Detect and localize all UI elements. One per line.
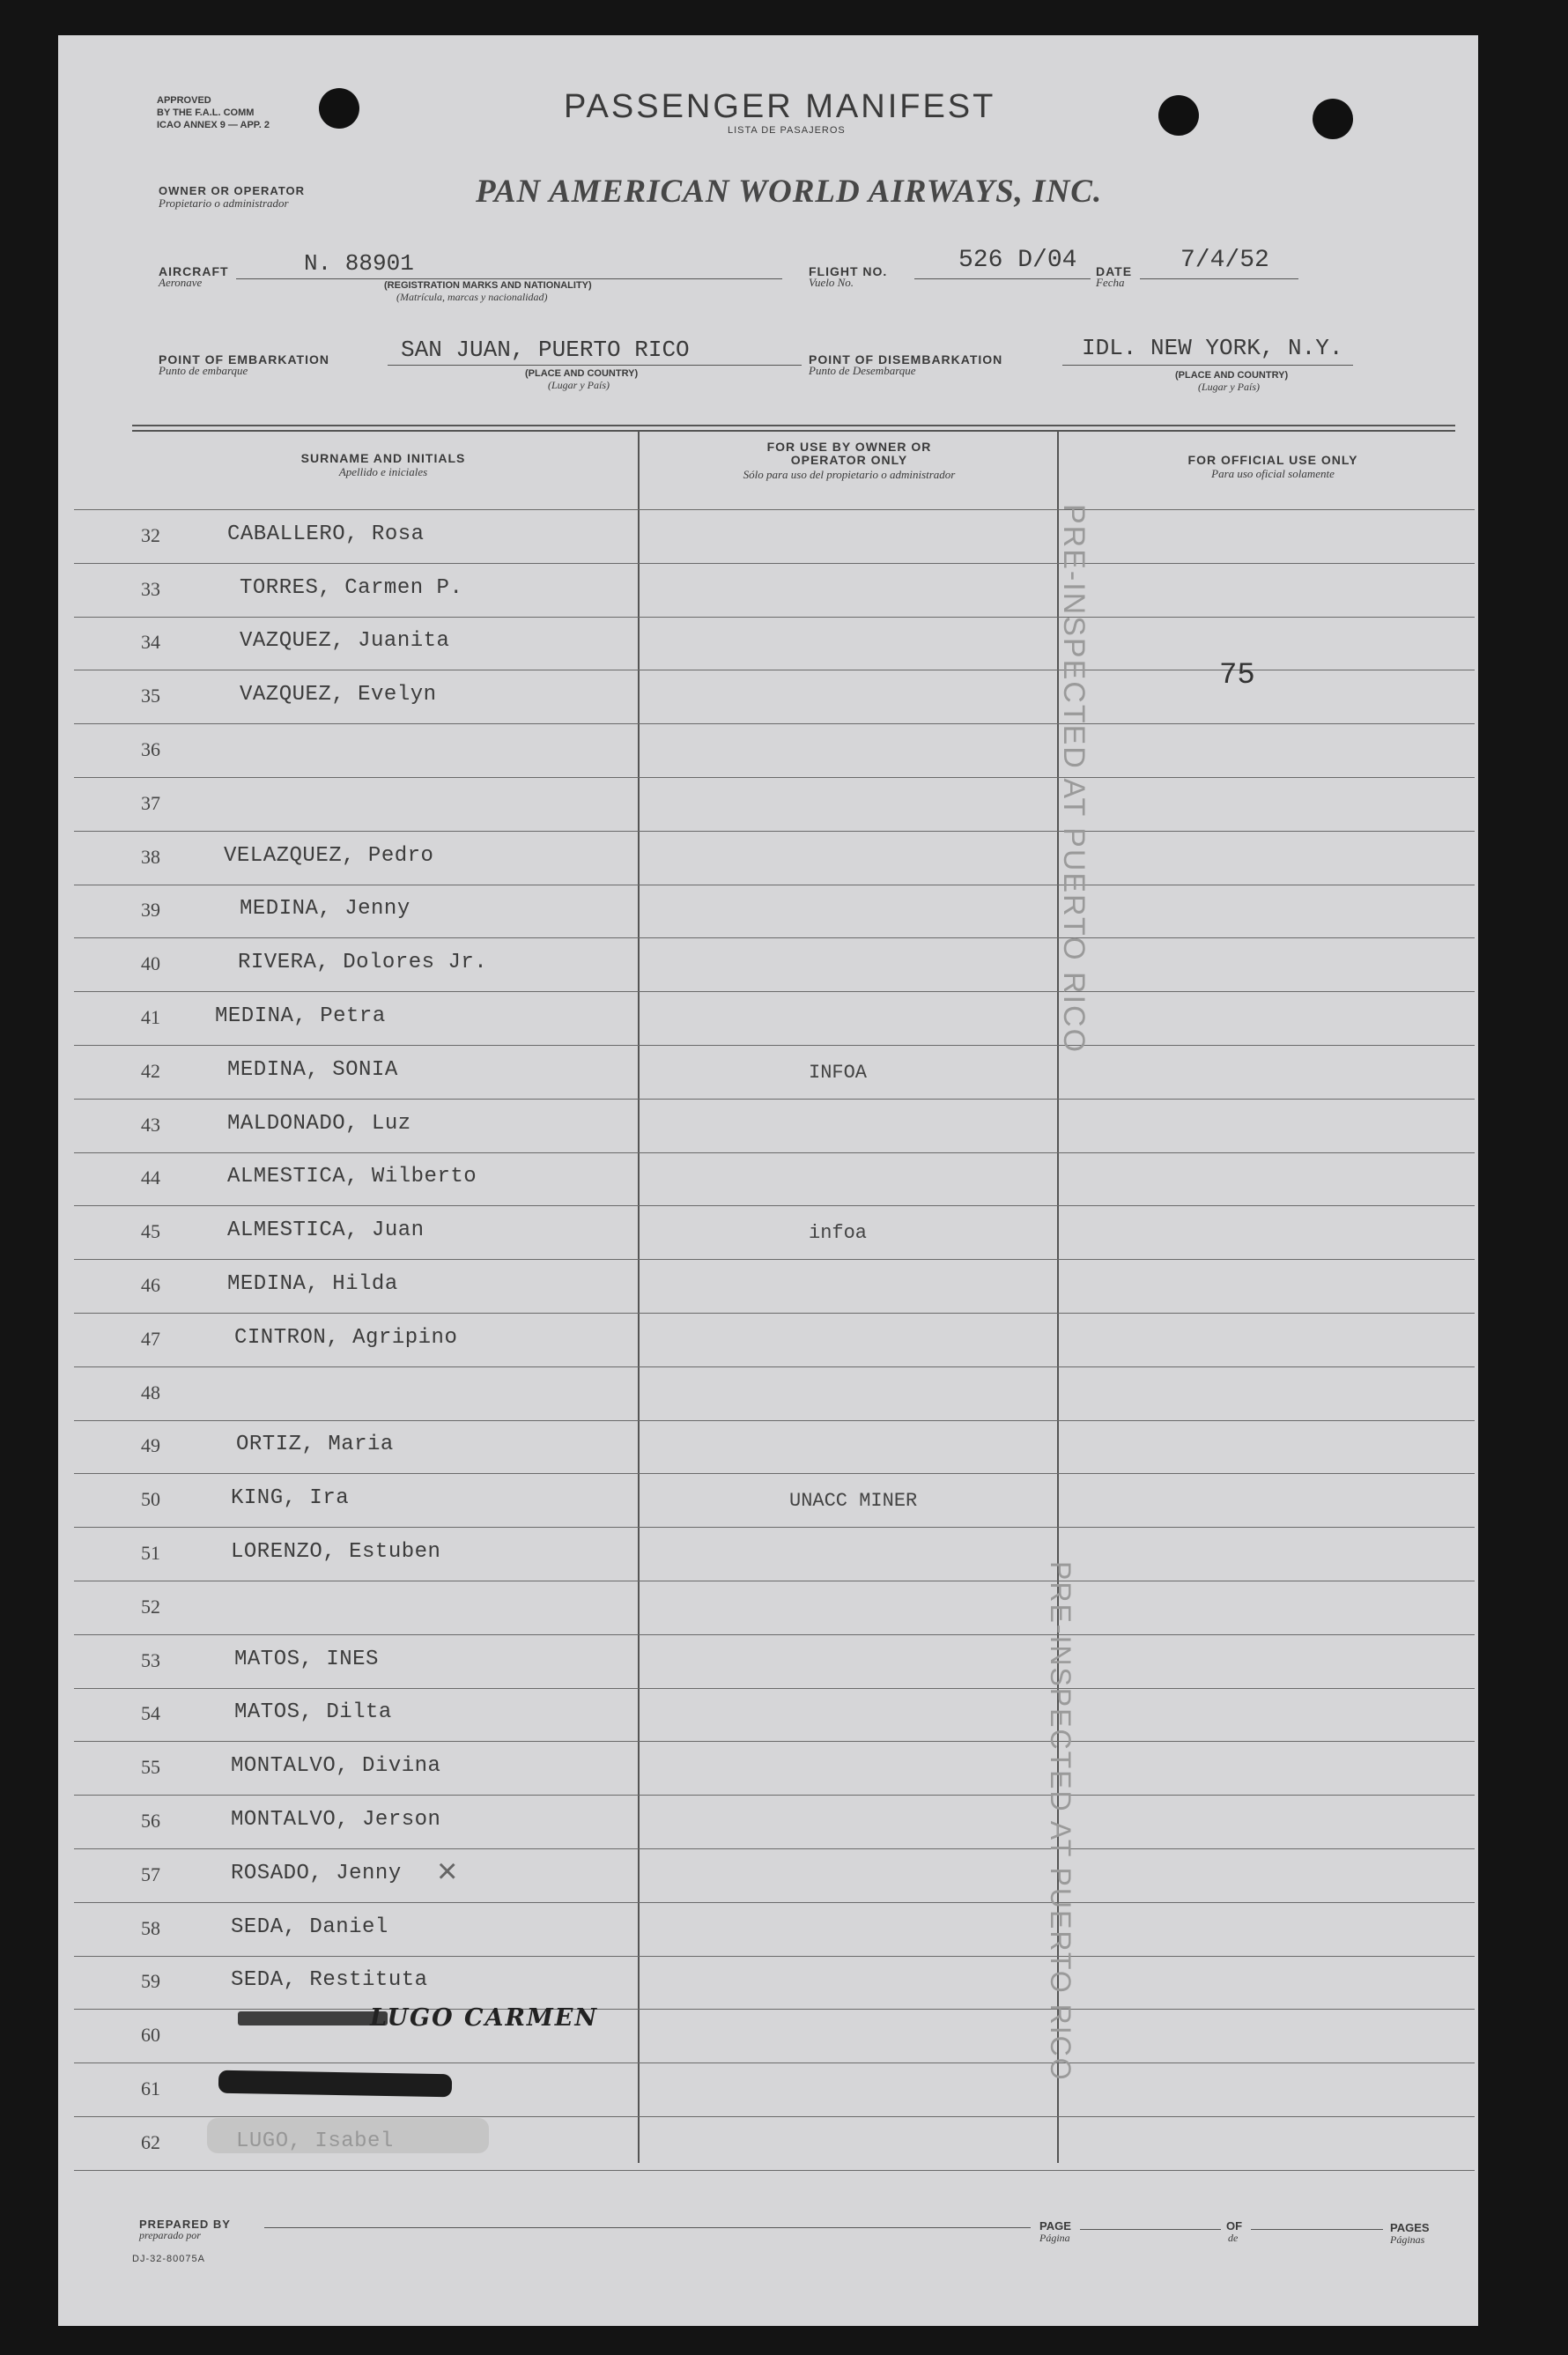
page-label-es: Página bbox=[1039, 2232, 1070, 2244]
registration-note: (REGISTRATION MARKS AND NATIONALITY) bbox=[384, 280, 592, 291]
row-rule bbox=[74, 2170, 1475, 2171]
row-number: 50 bbox=[141, 1488, 160, 1511]
punch-hole bbox=[1313, 99, 1353, 139]
passenger-name: VELAZQUEZ, Pedro bbox=[224, 843, 434, 868]
punch-hole bbox=[1158, 95, 1199, 136]
passenger-name: MATOS, Dilta bbox=[234, 1700, 392, 1725]
passenger-name: ALMESTICA, Wilberto bbox=[227, 1165, 477, 1189]
pages-label: PAGES bbox=[1390, 2221, 1430, 2234]
row-rule bbox=[74, 1741, 1475, 1742]
prepared-label: PREPARED BY bbox=[139, 2218, 231, 2231]
row-rule bbox=[74, 1099, 1475, 1100]
passenger-name: MEDINA, Petra bbox=[215, 1004, 386, 1028]
pre-inspected-stamp: PRE-INSPECTED AT PUERTO RICO bbox=[1045, 1561, 1076, 2082]
row-number: 60 bbox=[141, 2024, 160, 2047]
row-number: 46 bbox=[141, 1274, 160, 1296]
row-number: 48 bbox=[141, 1381, 160, 1403]
row-rule bbox=[74, 1848, 1475, 1849]
row-number: 59 bbox=[141, 1970, 160, 1993]
form-number: DJ-32-80075A bbox=[132, 2254, 205, 2264]
passenger-name: MEDINA, Hilda bbox=[227, 1272, 398, 1296]
approved-line-1: APPROVED bbox=[157, 95, 211, 106]
page-underline bbox=[1080, 2229, 1221, 2230]
column-header-official-es: Para uso oficial solamente bbox=[1211, 467, 1335, 480]
row-number: 56 bbox=[141, 1810, 160, 1832]
row-number: 43 bbox=[141, 1113, 160, 1136]
row-remark: infoa bbox=[809, 1222, 868, 1245]
embark-value: SAN JUAN, PUERTO RICO bbox=[401, 337, 690, 363]
row-number: 55 bbox=[141, 1756, 160, 1779]
row-number: 37 bbox=[141, 791, 160, 814]
row-rule bbox=[74, 1045, 1475, 1046]
row-rule bbox=[74, 1366, 1475, 1367]
owner-label-es: Propietario o administrador bbox=[159, 196, 289, 210]
row-rule bbox=[74, 1259, 1475, 1260]
row-rule bbox=[74, 1420, 1475, 1421]
column-header-surname-es: Apellido e iniciales bbox=[338, 465, 428, 478]
passenger-name: LORENZO, Estuben bbox=[231, 1540, 441, 1564]
date-label-es: Fecha bbox=[1096, 276, 1125, 289]
embark-label: POINT OF EMBARKATION bbox=[159, 352, 329, 367]
flight-label-es: Vuelo No. bbox=[809, 276, 854, 289]
passenger-name: CINTRON, Agripino bbox=[234, 1325, 458, 1350]
row-number: 39 bbox=[141, 899, 160, 922]
row-rule bbox=[74, 831, 1475, 832]
row-rule bbox=[74, 2062, 1475, 2063]
table-top-rule-2 bbox=[132, 430, 1455, 432]
row-rule bbox=[74, 617, 1475, 618]
row-number: 45 bbox=[141, 1220, 160, 1243]
x-mark: × bbox=[437, 1852, 458, 1891]
row-rule bbox=[74, 1473, 1475, 1474]
row-rule bbox=[74, 1205, 1475, 1206]
official-count: 75 bbox=[1219, 659, 1255, 692]
aircraft-label: AIRCRAFT bbox=[159, 264, 229, 278]
embark-label-es: Punto de embarque bbox=[159, 364, 248, 377]
passenger-name: ALMESTICA, Juan bbox=[227, 1218, 425, 1243]
approved-line-3: ICAO ANNEX 9 — APP. 2 bbox=[157, 120, 270, 130]
row-rule bbox=[74, 563, 1475, 564]
flight-label: FLIGHT NO. bbox=[809, 264, 888, 278]
row-number: 52 bbox=[141, 1595, 160, 1618]
page-title: PASSENGER MANIFEST bbox=[564, 88, 996, 125]
row-number: 35 bbox=[141, 685, 160, 707]
passenger-name: KING, Ira bbox=[231, 1486, 350, 1511]
row-rule bbox=[74, 1527, 1475, 1528]
aircraft-value: N. 88901 bbox=[304, 250, 414, 277]
page-label: PAGE bbox=[1039, 2219, 1071, 2233]
disembark-underline bbox=[1062, 365, 1353, 366]
row-number: 58 bbox=[141, 1916, 160, 1939]
column-header-owner-use-es: Sólo para uso del propietario o administrador bbox=[743, 468, 956, 481]
row-remark: UNACC MINER bbox=[789, 1490, 918, 1513]
pre-inspected-stamp: PRE-INSPECTED AT PUERTO RICO bbox=[1057, 504, 1091, 1055]
row-rule bbox=[74, 1152, 1475, 1153]
passenger-name: ORTIZ, Maria bbox=[236, 1433, 394, 1457]
passenger-name: MEDINA, Jenny bbox=[240, 897, 410, 922]
row-rule bbox=[74, 2009, 1475, 2010]
row-rule bbox=[74, 1313, 1475, 1314]
flight-underline bbox=[914, 278, 1091, 279]
table-top-rule bbox=[132, 425, 1455, 426]
of-underline bbox=[1251, 2229, 1383, 2230]
row-number: 40 bbox=[141, 952, 160, 975]
row-rule bbox=[74, 777, 1475, 778]
row-remark: INFOA bbox=[809, 1061, 868, 1084]
row-rule bbox=[74, 937, 1475, 938]
disembark-label: POINT OF DISEMBARKATION bbox=[809, 352, 1003, 367]
row-rule bbox=[74, 1956, 1475, 1957]
date-value: 7/4/52 bbox=[1180, 247, 1269, 274]
owner-value: PAN AMERICAN WORLD AIRWAYS, INC. bbox=[476, 174, 1103, 210]
row-number: 47 bbox=[141, 1327, 160, 1350]
handwritten-name: LUGO CARMEN bbox=[370, 2004, 599, 2032]
of-label-es: de bbox=[1228, 2232, 1239, 2244]
passenger-name: SEDA, Restituta bbox=[231, 1968, 428, 1993]
date-label: DATE bbox=[1096, 264, 1133, 278]
row-rule bbox=[74, 1688, 1475, 1689]
row-rule bbox=[74, 1795, 1475, 1796]
row-number: 44 bbox=[141, 1166, 160, 1189]
row-number: 32 bbox=[141, 523, 160, 546]
column-header-official: FOR OFFICIAL USE ONLY bbox=[1187, 453, 1358, 467]
passenger-name: MALDONADO, Luz bbox=[227, 1111, 411, 1136]
place-note-embark-es: (Lugar y País) bbox=[548, 379, 610, 391]
row-number: 62 bbox=[141, 2130, 160, 2153]
pages-label-es: Páginas bbox=[1390, 2233, 1425, 2246]
flight-value: 526 D/04 bbox=[958, 247, 1077, 274]
column-header-owner-use: FOR USE BY OWNER OR OPERATOR ONLY bbox=[766, 440, 932, 467]
blackout-redaction bbox=[218, 2070, 452, 2098]
disembark-value: IDL. NEW YORK, N.Y. bbox=[1082, 335, 1343, 361]
owner-label: OWNER OR OPERATOR bbox=[159, 184, 306, 197]
row-rule bbox=[74, 2116, 1475, 2117]
passenger-name: CABALLERO, Rosa bbox=[227, 522, 425, 546]
prepared-underline bbox=[264, 2227, 1031, 2228]
passenger-name: SEDA, Daniel bbox=[231, 1914, 388, 1939]
row-number: 38 bbox=[141, 845, 160, 868]
struck-out-name bbox=[238, 2011, 388, 2025]
approved-line-2: BY THE F.A.L. COMM bbox=[157, 107, 255, 118]
row-number: 33 bbox=[141, 577, 160, 600]
header-bottom-rule bbox=[74, 509, 1475, 510]
row-number: 57 bbox=[141, 1863, 160, 1885]
row-number: 53 bbox=[141, 1648, 160, 1671]
of-label: OF bbox=[1226, 2219, 1243, 2233]
row-number: 61 bbox=[141, 2077, 160, 2100]
passenger-name: MONTALVO, Jerson bbox=[231, 1808, 441, 1832]
passenger-name: TORRES, Carmen P. bbox=[240, 575, 463, 600]
passenger-name: VAZQUEZ, Juanita bbox=[240, 629, 450, 654]
row-number: 41 bbox=[141, 1006, 160, 1028]
prepared-label-es: preparado por bbox=[139, 2229, 201, 2241]
row-number: 51 bbox=[141, 1542, 160, 1564]
smudge bbox=[207, 2118, 489, 2153]
row-number: 34 bbox=[141, 631, 160, 654]
row-number: 54 bbox=[141, 1702, 160, 1725]
column-header-surname: SURNAME AND INITIALS bbox=[300, 451, 466, 465]
page-subtitle: LISTA DE PASAJEROS bbox=[728, 125, 846, 136]
row-rule bbox=[74, 723, 1475, 724]
date-underline bbox=[1140, 278, 1298, 279]
passenger-name: MONTALVO, Divina bbox=[231, 1754, 441, 1779]
row-number: 36 bbox=[141, 738, 160, 760]
place-note-embark: (PLACE AND COUNTRY) bbox=[525, 368, 639, 379]
punch-hole bbox=[319, 88, 359, 129]
passenger-name: MATOS, INES bbox=[234, 1647, 379, 1671]
row-number: 49 bbox=[141, 1434, 160, 1457]
column-divider-1 bbox=[638, 432, 640, 2163]
place-note-disembark: (PLACE AND COUNTRY) bbox=[1175, 370, 1289, 381]
row-rule bbox=[74, 1902, 1475, 1903]
passenger-name: MEDINA, SONIA bbox=[227, 1057, 398, 1082]
passenger-name: RIVERA, Dolores Jr. bbox=[238, 951, 488, 975]
passenger-name: VAZQUEZ, Evelyn bbox=[240, 683, 437, 707]
aircraft-label-es: Aeronave bbox=[159, 276, 203, 289]
passenger-name: ROSADO, Jenny bbox=[231, 1861, 402, 1885]
row-rule bbox=[74, 1634, 1475, 1635]
row-rule bbox=[74, 991, 1475, 992]
embark-underline bbox=[388, 365, 802, 366]
row-number: 42 bbox=[141, 1059, 160, 1082]
place-note-disembark-es: (Lugar y País) bbox=[1198, 381, 1260, 393]
disembark-label-es: Punto de Desembarque bbox=[809, 364, 916, 377]
aircraft-underline bbox=[236, 278, 782, 279]
registration-note-es: (Matrícula, marcas y nacionalidad) bbox=[396, 291, 548, 303]
